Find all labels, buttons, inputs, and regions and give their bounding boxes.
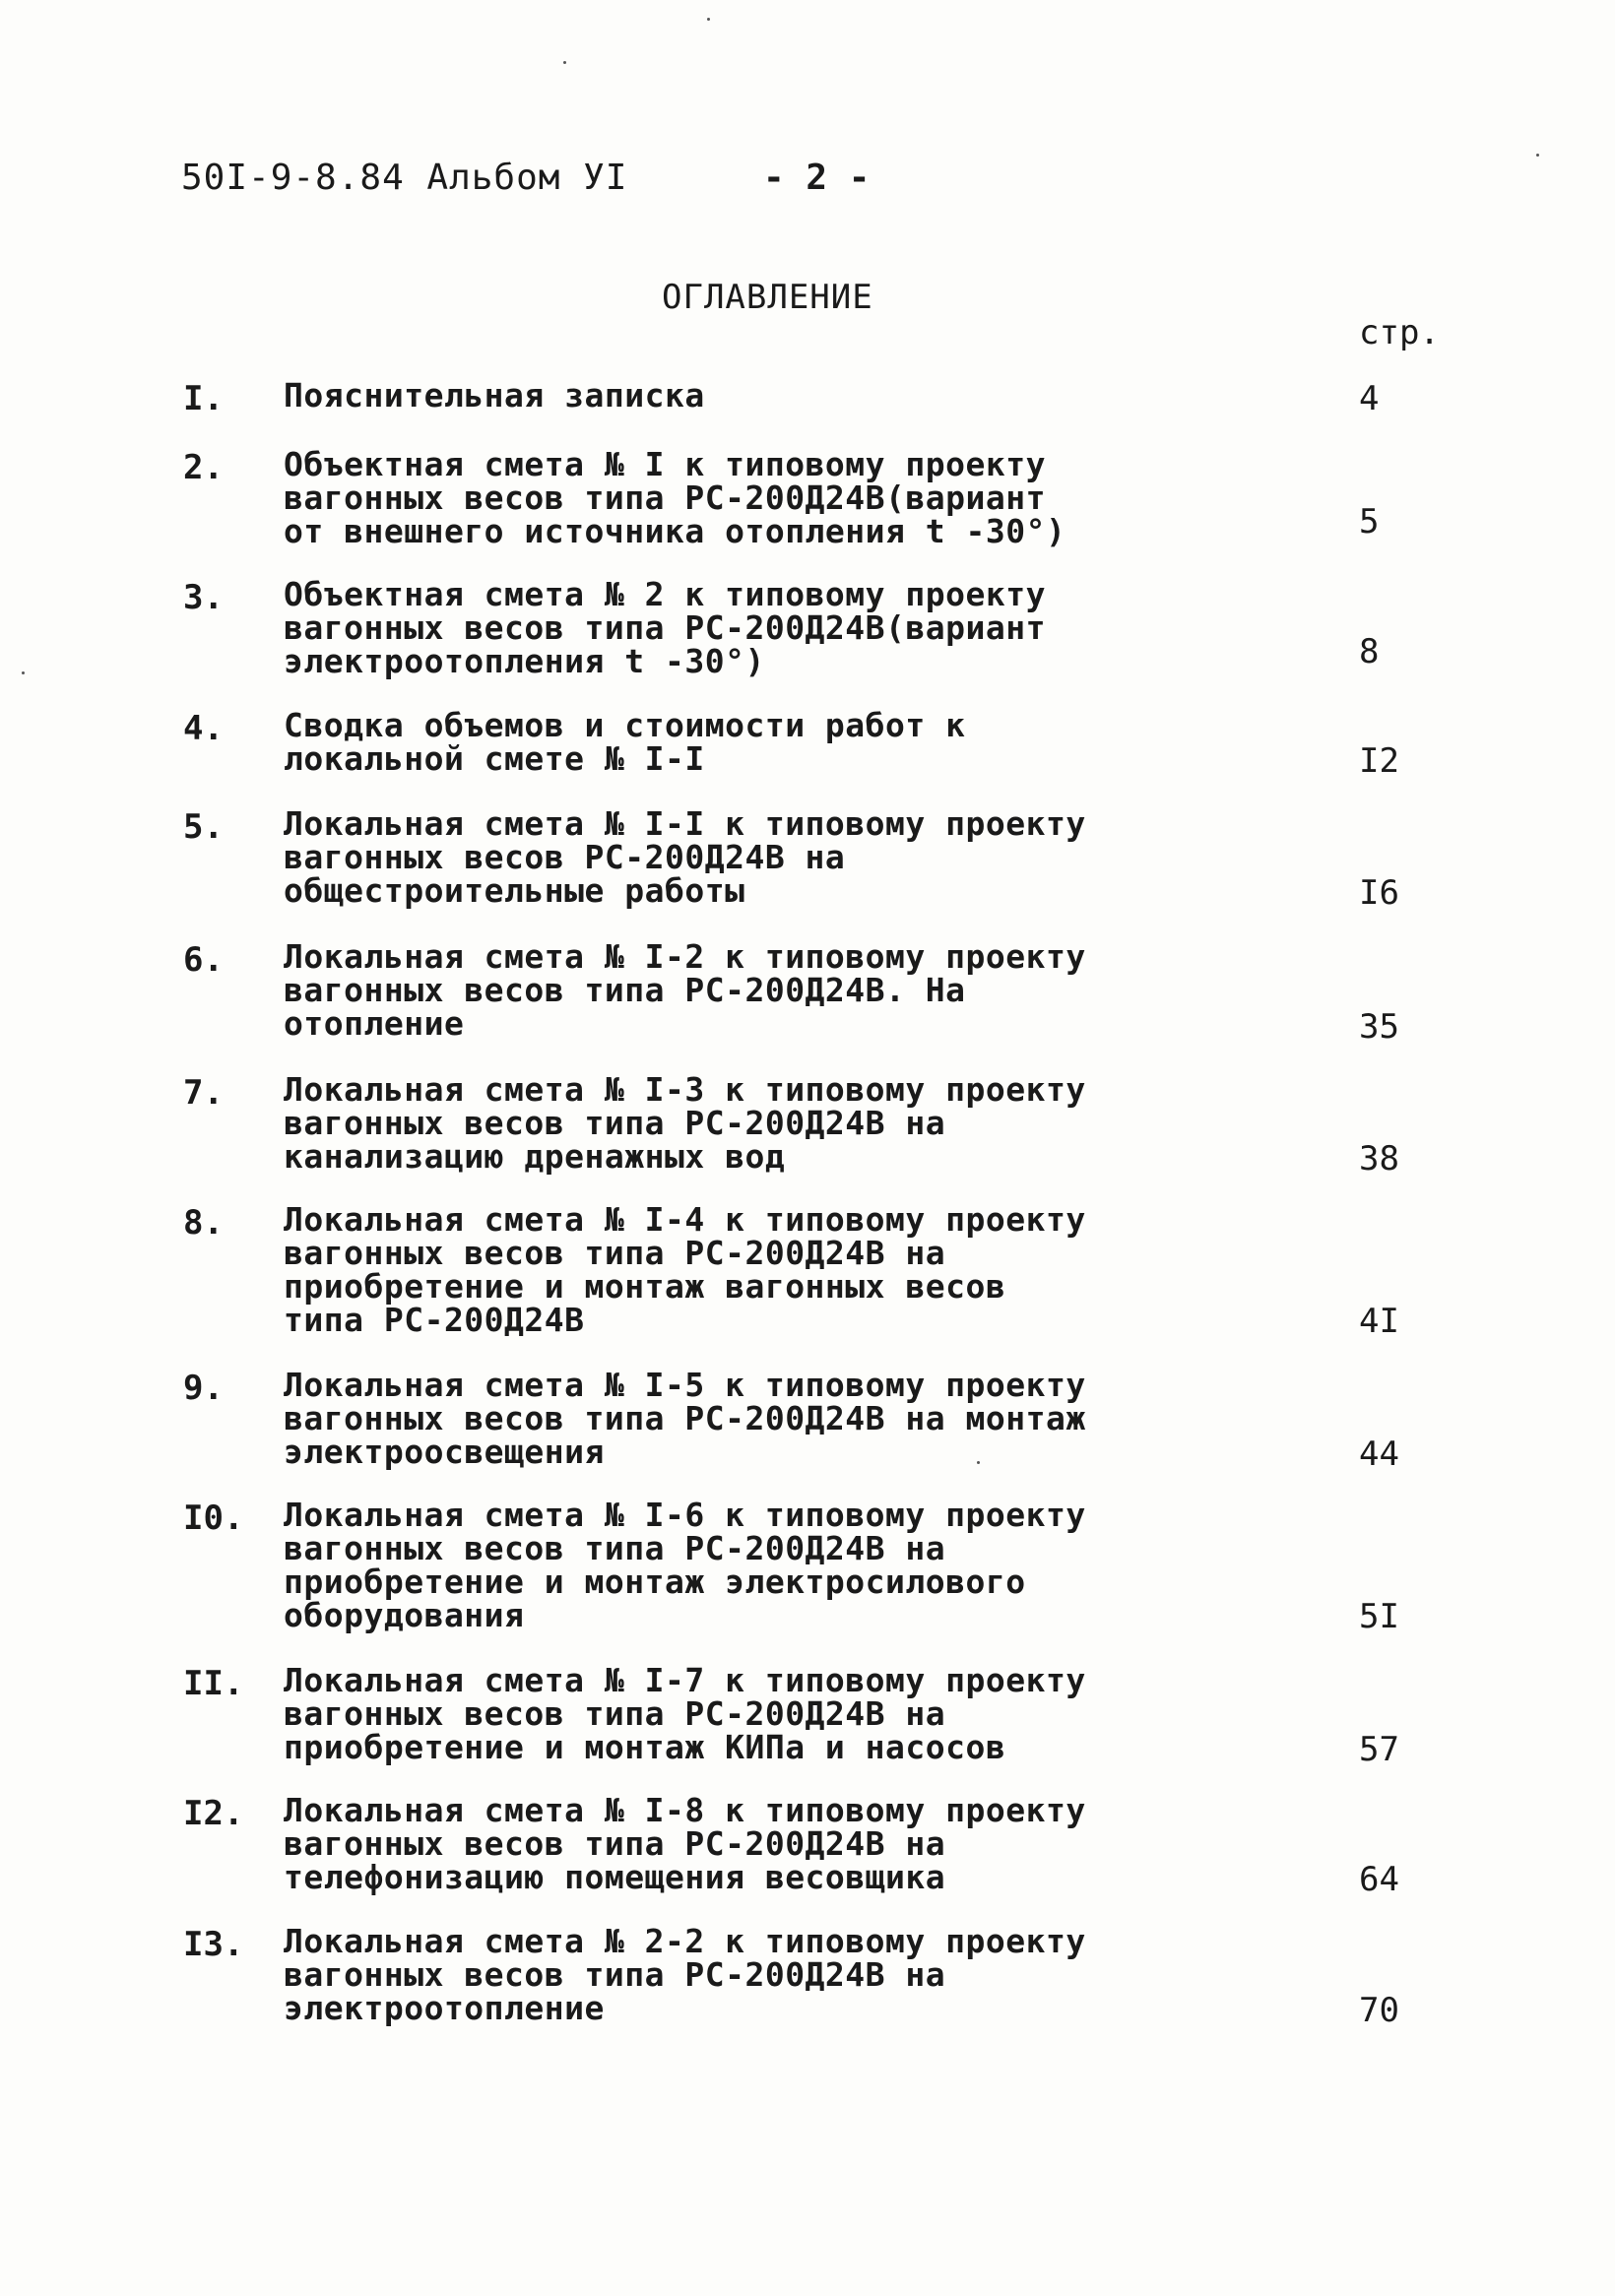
toc-entry-page: 64 (1359, 1860, 1399, 1899)
scan-speck (977, 1461, 980, 1464)
toc-entry-number: 6. (183, 940, 224, 980)
toc-entry-number: I0. (183, 1499, 244, 1538)
toc-entry-title: Объектная смета № I к типовому проекту вагонных весов типа РС-200Д24В(вариант от внешнего источника отопления t -30°) (284, 445, 1066, 550)
page-number: - 2 - (763, 158, 871, 198)
toc-entry-number: 8. (183, 1203, 224, 1243)
toc-entry-page: 5 (1359, 502, 1380, 542)
toc-entry-page: 8 (1359, 632, 1380, 671)
toc-entry-page: 44 (1359, 1435, 1399, 1474)
toc-entry-title: Локальная смета № 2-2 к типовому проекту вагонных весов типа РС-200Д24В на электроотопление (284, 1922, 1107, 2027)
scan-speck (1536, 154, 1539, 157)
toc-entry-title: Локальная смета № I-8 к типовому проекту вагонных весов типа РС-200Д24В на телефонизацию помещения весовщика (284, 1791, 1107, 1896)
scan-speck (22, 671, 25, 674)
toc-entry-title: Локальная смета № I-7 к типовому проекту вагонных весов типа РС-200Д24В на приобретение и монтаж КИПа и насосов (284, 1661, 1107, 1766)
toc-entry-title: Локальная смета № I-4 к типовому проекту вагонных весов типа РС-200Д24В на приобретение и монтаж вагонных весов типа РС-200Д24В (284, 1200, 1107, 1339)
toc-entry-number: 5. (183, 807, 224, 847)
toc-entry-title: Сводка объемов и стоимости работ к локальной смете № I-I (284, 706, 986, 778)
scan-speck (563, 61, 566, 64)
toc-entry-page: 4I (1359, 1302, 1399, 1341)
toc-entry-number: I3. (183, 1925, 244, 1964)
toc-entry-number: 2. (183, 448, 224, 487)
toc-entry-page: 70 (1359, 1991, 1399, 2030)
toc-entry-page: 5I (1359, 1597, 1399, 1636)
toc-entry-page: I6 (1359, 873, 1399, 913)
toc-entry-title: Пояснительная записка (284, 376, 705, 415)
toc-entry-title: Локальная смета № I-5 к типовому проекту вагонных весов типа РС-200Д24В на монтаж электроосвещения (284, 1366, 1107, 1471)
toc-entry-page: 35 (1359, 1007, 1399, 1047)
toc-entry-page: 4 (1359, 379, 1380, 418)
toc-entry-number: II. (183, 1664, 244, 1703)
toc-entry-number: 3. (183, 578, 224, 617)
toc-entry-page: 38 (1359, 1139, 1399, 1179)
toc-entry-title: Локальная смета № I-I к типовому проекту вагонных весов РС-200Д24В на общестроительные работы (284, 804, 1107, 910)
toc-entry-title: Локальная смета № I-2 к типовому проекту вагонных весов типа РС-200Д24В. На отопление (284, 937, 1107, 1043)
toc-entry-number: 7. (183, 1073, 224, 1113)
toc-entry-page: 57 (1359, 1730, 1399, 1769)
toc-title: ОГЛАВЛЕНИЕ (662, 278, 873, 317)
scan-speck (707, 18, 710, 21)
toc-entry-title: Локальная смета № I-3 к типовому проекту вагонных весов типа РС-200Д24В на канализацию дренажных вод (284, 1070, 1107, 1176)
toc-entry-number: I. (183, 379, 224, 418)
document-code: 50I-9-8.84 Альбом УI (181, 158, 628, 198)
page-column-label: стр. (1359, 313, 1440, 352)
toc-entry-title: Объектная смета № 2 к типовому проекту вагонных весов типа РС-200Д24В(вариант электроотопления t -30°) (284, 575, 1066, 680)
toc-entry-page: I2 (1359, 741, 1399, 781)
toc-entry-number: 9. (183, 1369, 224, 1408)
toc-entry-number: 4. (183, 709, 224, 748)
toc-entry-number: I2. (183, 1794, 244, 1833)
toc-entry-title: Локальная смета № I-6 к типовому проекту вагонных весов типа РС-200Д24В на приобретение и монтаж электросилового оборудования (284, 1496, 1107, 1634)
